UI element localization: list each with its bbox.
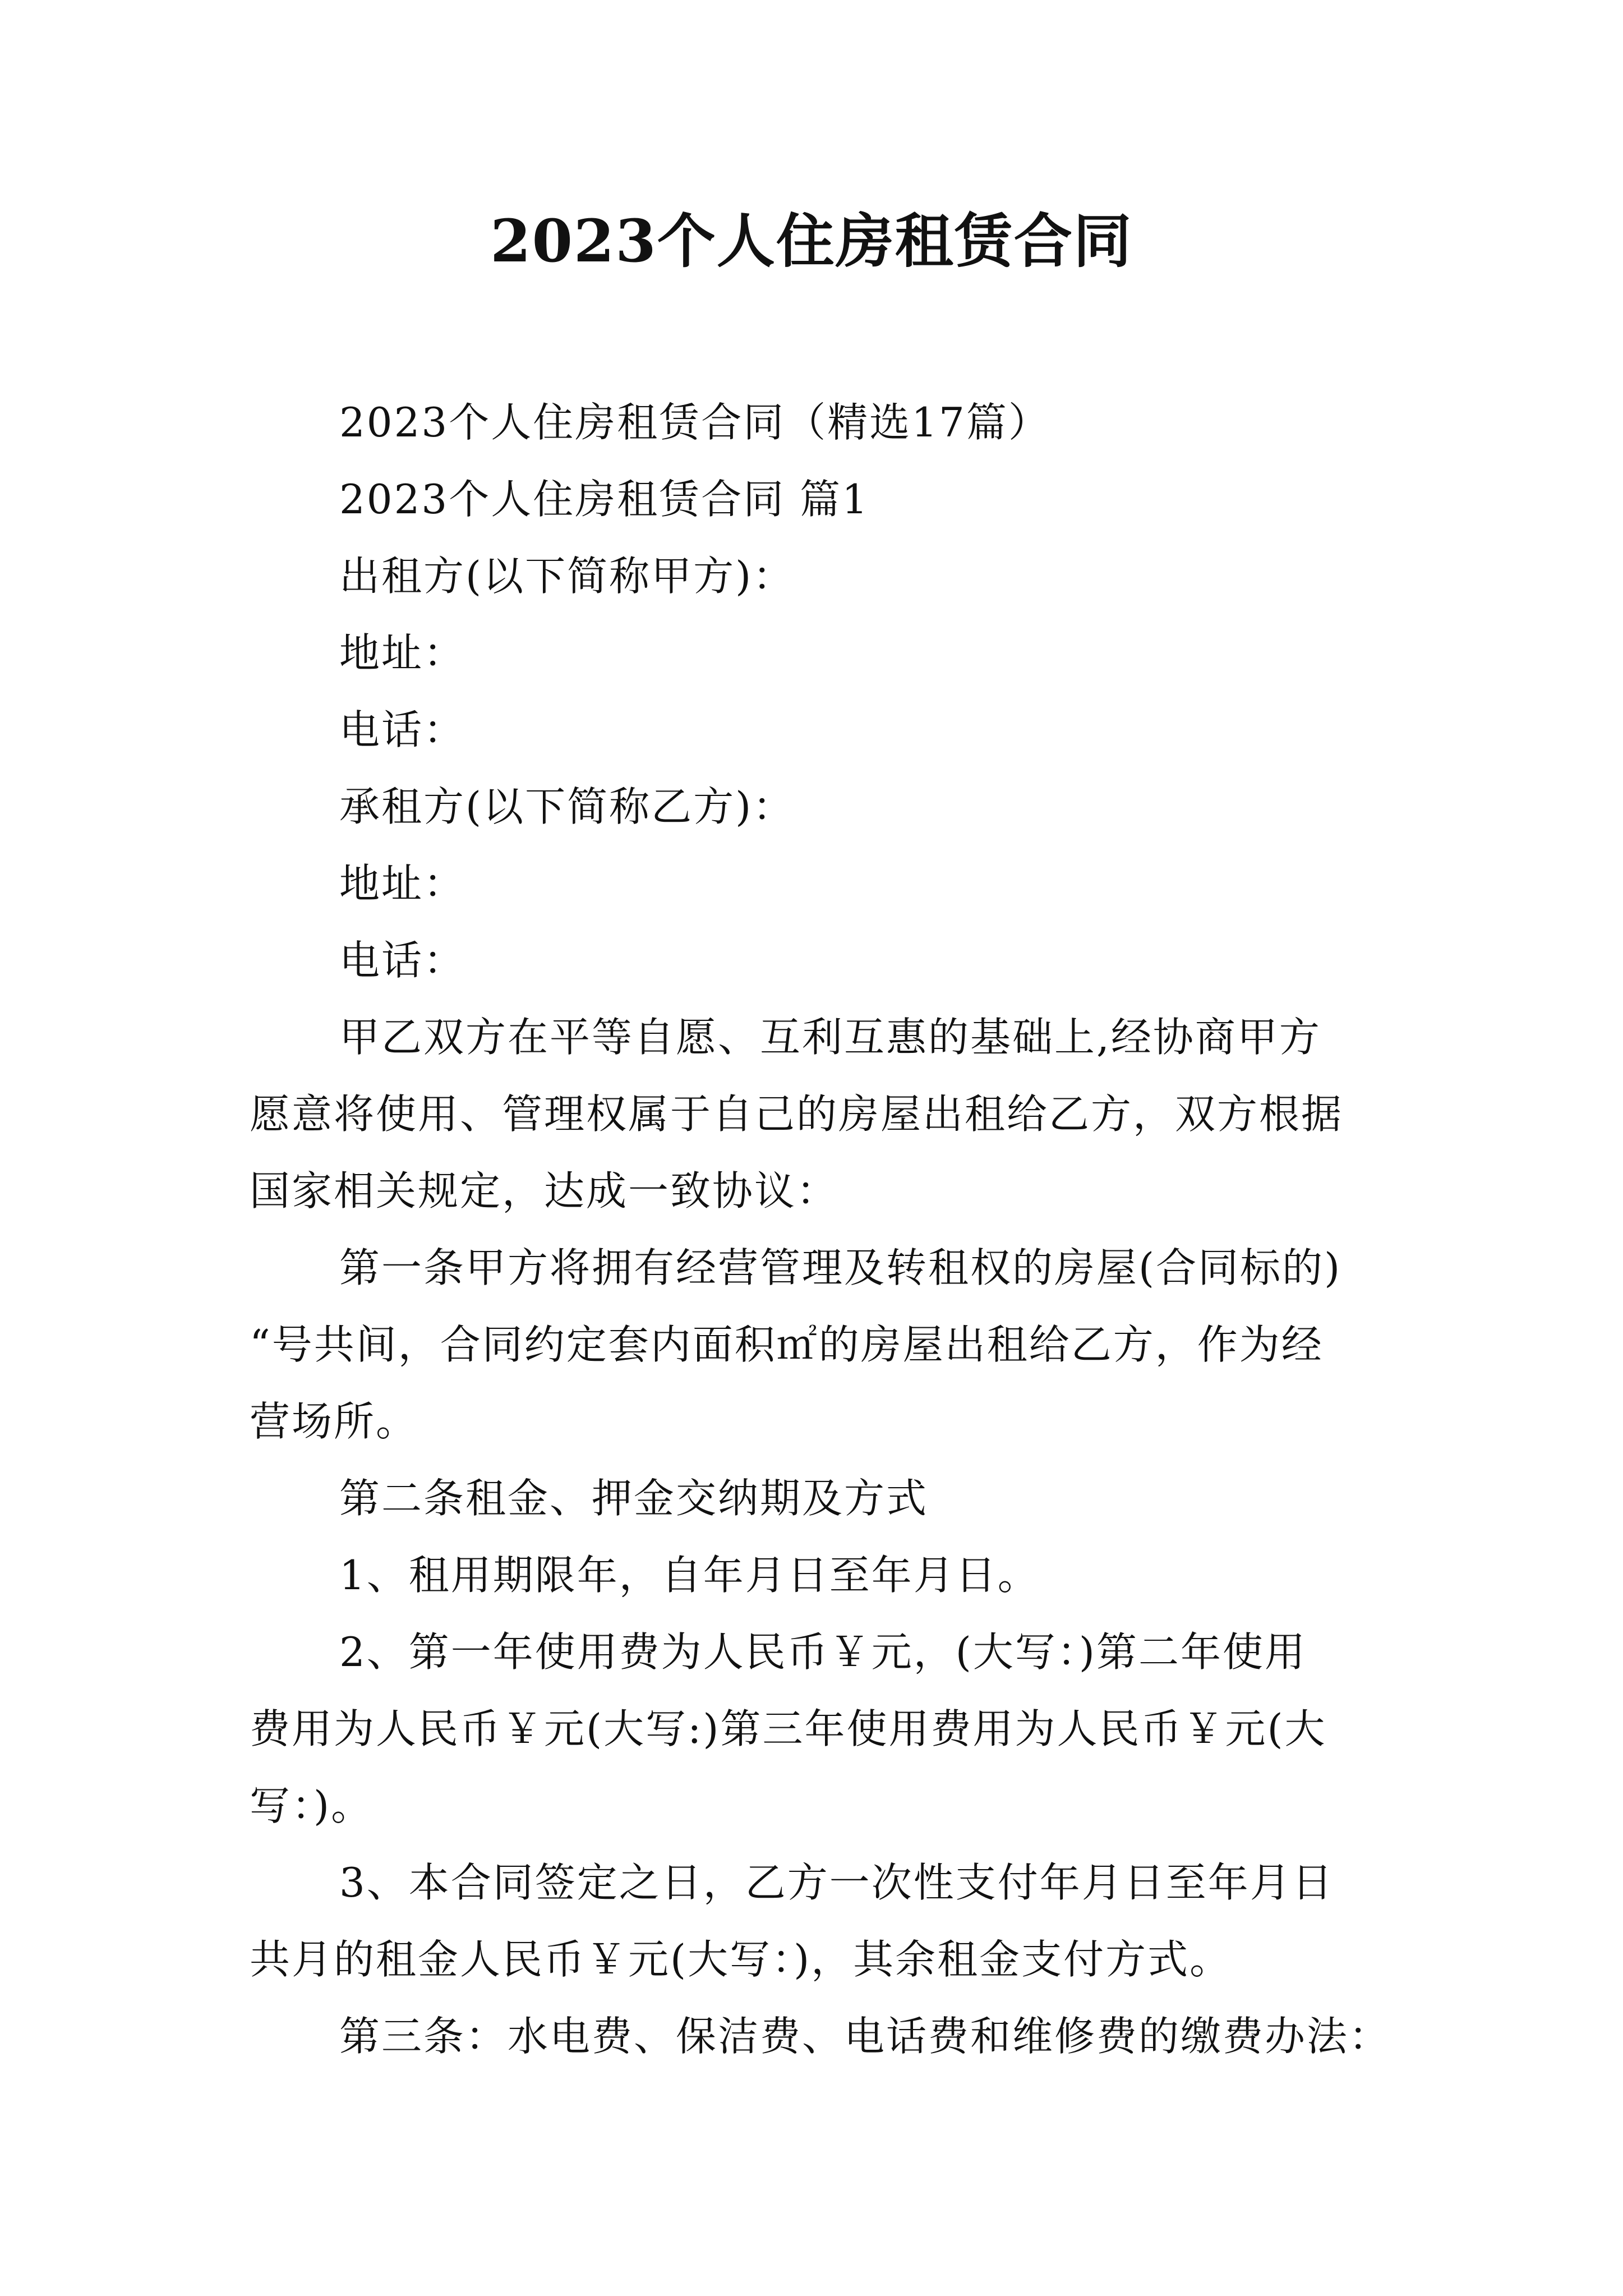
- lessor-phone-label: 电话：: [339, 706, 466, 753]
- lessee-label: 承租方(以下简称乙方)：: [339, 783, 795, 830]
- clause-2-line: 2、第一年使用费为人民币￥元，(大写：)第二年使用: [339, 1628, 1307, 1676]
- article-1-line: 第一条甲方将拥有经营管理及转租权的房屋(合同标的): [339, 1244, 1342, 1291]
- paragraph-line: 甲乙双方在平等自愿、互利互惠的基础上,经协商甲方: [339, 1014, 1321, 1061]
- article-3-heading: 第三条：水电费、保洁费、电话费和维修费的缴费办法：: [339, 2013, 1391, 2060]
- lessee-address-label: 地址：: [339, 860, 466, 907]
- document-body: [250, 384, 1391, 2075]
- clause-1-line: 1、租用期限年，自年月日至年月日。: [339, 1552, 1040, 1599]
- article-1-line: “号共间，合同约定套内面积㎡的房屋出租给乙方，作为经: [250, 1321, 1324, 1368]
- paragraph-line: 国家相关规定，达成一致协议：: [250, 1167, 839, 1214]
- section-heading: 2023个人住房租赁合同 篇1: [339, 476, 869, 523]
- article-2-heading: 第二条租金、押金交纳期及方式: [339, 1475, 929, 1522]
- clause-2-line: 费用为人民币￥元(大写:)第三年使用费用为人民币￥元(大: [250, 1705, 1327, 1752]
- subtitle-line: 2023个人住房租赁合同（精选17篇）: [339, 399, 1050, 446]
- article-1-line: 营场所。: [250, 1398, 418, 1445]
- lessor-address-label: 地址：: [339, 629, 466, 677]
- lessor-label: 出租方(以下简称甲方)：: [339, 553, 795, 600]
- document-title: 2023个人住房租赁合同: [490, 206, 1133, 275]
- clause-2-line: 写：)。: [250, 1782, 374, 1829]
- clause-3-line: 3、本合同签定之日，乙方一次性支付年月日至年月日: [339, 1859, 1334, 1906]
- clause-3-line: 共月的租金人民币￥元(大写：)，其余租金支付方式。: [250, 1936, 1232, 1983]
- paragraph-line: 愿意将使用、管理权属于自己的房屋出租给乙方，双方根据: [250, 1091, 1344, 1138]
- lessee-phone-label: 电话：: [339, 937, 466, 984]
